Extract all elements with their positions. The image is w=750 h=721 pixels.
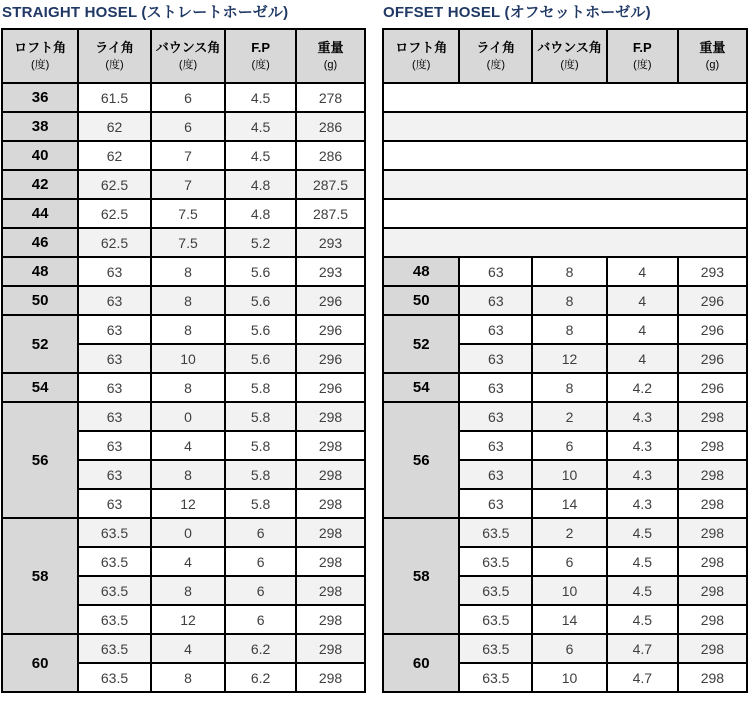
spec-cell-weight: 298 xyxy=(678,663,747,692)
spec-cell-lie-angle: 63 xyxy=(459,402,532,431)
spec-cell-fp: 6 xyxy=(225,576,296,605)
offset-hosel-table xyxy=(382,28,748,693)
empty-row-cell xyxy=(383,228,747,257)
column-unit: (度) xyxy=(560,59,579,71)
empty-row-cell xyxy=(383,199,747,228)
spec-cell-bounce-angle: 7.5 xyxy=(151,199,225,228)
loft-cell: 52 xyxy=(383,315,459,373)
spec-cell-fp: 4.8 xyxy=(225,170,296,199)
spec-cell-lie-angle: 63.5 xyxy=(459,605,532,634)
spec-cell-bounce-angle: 14 xyxy=(532,605,607,634)
spec-cell-lie-angle: 63 xyxy=(459,286,532,315)
spec-cell-weight: 286 xyxy=(296,141,365,170)
spec-cell-lie-angle: 62 xyxy=(78,112,151,141)
spec-cell-lie-angle: 61.5 xyxy=(78,83,151,112)
spec-cell-lie-angle: 63.5 xyxy=(78,576,151,605)
spec-cell-bounce-angle: 8 xyxy=(151,663,225,692)
spec-cell-weight: 287.5 xyxy=(296,170,365,199)
empty-row-cell xyxy=(383,112,747,141)
column-unit: (度) xyxy=(105,59,124,71)
table-row xyxy=(2,373,365,402)
spec-cell-fp: 6 xyxy=(225,518,296,547)
loft-cell: 56 xyxy=(2,402,78,518)
spec-cell-weight: 296 xyxy=(678,286,747,315)
loft-cell: 40 xyxy=(2,141,78,170)
spec-cell-weight: 296 xyxy=(678,344,747,373)
column-label: 重量 xyxy=(317,40,344,55)
empty-row xyxy=(383,141,747,170)
column-label: ロフト角 xyxy=(395,40,448,55)
column-header-weight xyxy=(678,29,747,83)
table-row xyxy=(383,257,747,286)
spec-cell-lie-angle: 63 xyxy=(459,315,532,344)
empty-row-cell xyxy=(383,170,747,199)
spec-cell-lie-angle: 63 xyxy=(459,460,532,489)
table-row xyxy=(383,518,747,547)
column-unit: (度) xyxy=(412,59,431,71)
column-header-lie-angle xyxy=(78,29,151,83)
loft-cell: 42 xyxy=(2,170,78,199)
column-label: 重量 xyxy=(699,40,726,55)
spec-cell-fp: 5.8 xyxy=(225,373,296,402)
spec-cell-bounce-angle: 4 xyxy=(151,431,225,460)
spec-cell-fp: 4.7 xyxy=(607,663,678,692)
spec-cell-weight: 296 xyxy=(296,286,365,315)
spec-cell-weight: 298 xyxy=(296,460,365,489)
loft-cell: 48 xyxy=(383,257,459,286)
spec-cell-fp: 4.7 xyxy=(607,634,678,663)
column-unit: (度) xyxy=(178,59,198,71)
spec-cell-fp: 5.6 xyxy=(225,315,296,344)
spec-cell-bounce-angle: 14 xyxy=(532,489,607,518)
spec-cell-lie-angle: 63 xyxy=(459,257,532,286)
spec-cell-lie-angle: 63 xyxy=(459,373,532,402)
spec-cell-bounce-angle: 6 xyxy=(532,634,607,663)
spec-cell-lie-angle: 62.5 xyxy=(78,228,151,257)
spec-cell-lie-angle: 63 xyxy=(78,373,151,402)
spec-cell-lie-angle: 63.5 xyxy=(459,663,532,692)
spec-cell-fp: 4.5 xyxy=(607,547,678,576)
empty-row-cell xyxy=(383,141,747,170)
spec-cell-weight: 298 xyxy=(678,547,747,576)
column-label: バウンス角 xyxy=(155,40,221,55)
spec-cell-fp: 5.2 xyxy=(225,228,296,257)
table-row xyxy=(2,141,365,170)
loft-cell: 44 xyxy=(2,199,78,228)
spec-cell-lie-angle: 63 xyxy=(78,286,151,315)
spec-cell-weight: 298 xyxy=(678,402,747,431)
spec-cell-fp: 6 xyxy=(225,605,296,634)
table-row xyxy=(2,228,365,257)
loft-cell: 60 xyxy=(383,634,459,692)
loft-cell: 58 xyxy=(2,518,78,634)
empty-row xyxy=(383,228,747,257)
spec-cell-weight: 296 xyxy=(296,344,365,373)
spec-cell-weight: 298 xyxy=(678,431,747,460)
table-row xyxy=(2,257,365,286)
spec-cell-bounce-angle: 10 xyxy=(532,663,607,692)
table-row xyxy=(2,634,365,663)
table-row xyxy=(2,170,365,199)
spec-cell-fp: 4 xyxy=(607,257,678,286)
column-header-lie-angle xyxy=(459,29,532,83)
spec-cell-weight: 298 xyxy=(296,489,365,518)
spec-cell-bounce-angle: 8 xyxy=(151,576,225,605)
straight-hosel-section xyxy=(1,2,366,693)
empty-row xyxy=(383,199,747,228)
spec-cell-bounce-angle: 8 xyxy=(151,257,225,286)
header-row xyxy=(2,29,365,83)
spec-cell-bounce-angle: 8 xyxy=(151,286,225,315)
table-row xyxy=(2,83,365,112)
spec-cell-bounce-angle: 6 xyxy=(532,547,607,576)
table-row xyxy=(2,199,365,228)
spec-cell-fp: 4.3 xyxy=(607,489,678,518)
column-label: F.P xyxy=(251,40,270,55)
spec-cell-bounce-angle: 8 xyxy=(532,315,607,344)
spec-cell-bounce-angle: 10 xyxy=(151,344,225,373)
spec-cell-lie-angle: 63 xyxy=(78,460,151,489)
spec-cell-fp: 5.6 xyxy=(225,257,296,286)
spec-cell-lie-angle: 63 xyxy=(459,489,532,518)
spec-cell-bounce-angle: 8 xyxy=(151,315,225,344)
column-unit: (度) xyxy=(30,59,50,71)
spec-cell-bounce-angle: 0 xyxy=(151,402,225,431)
spec-cell-weight: 298 xyxy=(678,460,747,489)
spec-cell-lie-angle: 63.5 xyxy=(78,518,151,547)
spec-cell-bounce-angle: 0 xyxy=(151,518,225,547)
spec-cell-bounce-angle: 8 xyxy=(532,286,607,315)
spec-cell-fp: 4.5 xyxy=(225,83,296,112)
column-label: バウンス角 xyxy=(537,40,602,55)
spec-cell-lie-angle: 63 xyxy=(78,344,151,373)
spec-cell-fp: 4 xyxy=(607,315,678,344)
spec-cell-lie-angle: 63.5 xyxy=(78,663,151,692)
spec-cell-weight: 298 xyxy=(296,518,365,547)
table-row xyxy=(383,373,747,402)
loft-cell: 54 xyxy=(383,373,459,402)
spec-cell-bounce-angle: 4 xyxy=(151,547,225,576)
spec-cell-fp: 4.3 xyxy=(607,460,678,489)
column-unit: (度) xyxy=(633,59,652,71)
column-label: ライ角 xyxy=(95,40,134,55)
column-unit: (度) xyxy=(486,59,505,71)
spec-cell-bounce-angle: 8 xyxy=(151,460,225,489)
spec-cell-fp: 5.6 xyxy=(225,286,296,315)
spec-cell-lie-angle: 63 xyxy=(459,431,532,460)
spec-cell-weight: 298 xyxy=(296,431,365,460)
spec-cell-bounce-angle: 2 xyxy=(532,402,607,431)
spec-cell-bounce-angle: 2 xyxy=(532,518,607,547)
spec-cell-lie-angle: 62 xyxy=(78,141,151,170)
spec-cell-weight: 298 xyxy=(678,605,747,634)
table-row xyxy=(383,315,747,344)
spec-cell-weight: 293 xyxy=(296,228,365,257)
spec-cell-weight: 287.5 xyxy=(296,199,365,228)
spec-cell-bounce-angle: 7.5 xyxy=(151,228,225,257)
spec-cell-lie-angle: 63.5 xyxy=(459,576,532,605)
column-header-weight xyxy=(296,29,365,83)
column-label: ロフト角 xyxy=(14,40,67,55)
spec-cell-fp: 4.8 xyxy=(225,199,296,228)
spec-cell-lie-angle: 63 xyxy=(459,344,532,373)
spec-cell-weight: 286 xyxy=(296,112,365,141)
spec-cell-weight: 298 xyxy=(678,576,747,605)
spec-cell-weight: 298 xyxy=(678,518,747,547)
spec-cell-weight: 298 xyxy=(678,489,747,518)
spec-cell-lie-angle: 63 xyxy=(78,257,151,286)
column-header-loft-angle xyxy=(383,29,459,83)
spec-cell-fp: 6.2 xyxy=(225,634,296,663)
spec-cell-weight: 296 xyxy=(678,373,747,402)
spec-cell-weight: 298 xyxy=(296,605,365,634)
spec-cell-fp: 6 xyxy=(225,547,296,576)
loft-cell: 60 xyxy=(2,634,78,692)
table-row xyxy=(2,402,365,431)
loft-cell: 50 xyxy=(2,286,78,315)
empty-row xyxy=(383,83,747,112)
column-unit: (g) xyxy=(323,59,338,71)
loft-cell: 58 xyxy=(383,518,459,634)
spec-cell-bounce-angle: 7 xyxy=(151,170,225,199)
spec-cell-lie-angle: 63.5 xyxy=(78,605,151,634)
spec-cell-fp: 4.5 xyxy=(225,141,296,170)
loft-cell: 36 xyxy=(2,83,78,112)
loft-cell: 46 xyxy=(2,228,78,257)
empty-row xyxy=(383,112,747,141)
loft-cell: 50 xyxy=(383,286,459,315)
spec-cell-fp: 5.8 xyxy=(225,402,296,431)
column-label: F.P xyxy=(632,40,652,55)
offset-hosel-title: OFFSET HOSEL (オフセットホーゼル) xyxy=(383,4,651,21)
spec-cell-fp: 4.5 xyxy=(607,605,678,634)
loft-cell: 56 xyxy=(383,402,459,518)
spec-cell-fp: 4 xyxy=(607,286,678,315)
table-row xyxy=(2,112,365,141)
column-header-bounce-angle xyxy=(532,29,607,83)
spec-cell-fp: 4.2 xyxy=(607,373,678,402)
spec-cell-fp: 4.5 xyxy=(225,112,296,141)
table-row xyxy=(383,286,747,315)
spec-cell-weight: 293 xyxy=(678,257,747,286)
spec-cell-weight: 298 xyxy=(296,402,365,431)
spec-cell-bounce-angle: 10 xyxy=(532,460,607,489)
spec-cell-weight: 298 xyxy=(296,634,365,663)
loft-cell: 48 xyxy=(2,257,78,286)
spec-cell-fp: 5.8 xyxy=(225,460,296,489)
spec-cell-lie-angle: 63 xyxy=(78,315,151,344)
spec-cell-fp: 4.5 xyxy=(607,518,678,547)
spec-cell-bounce-angle: 8 xyxy=(151,373,225,402)
spec-cell-weight: 296 xyxy=(678,315,747,344)
spec-cell-weight: 298 xyxy=(678,634,747,663)
spec-cell-bounce-angle: 12 xyxy=(532,344,607,373)
column-header-fp xyxy=(225,29,296,83)
column-header-fp xyxy=(607,29,678,83)
spec-cell-fp: 4 xyxy=(607,344,678,373)
spec-cell-lie-angle: 63 xyxy=(78,489,151,518)
spec-cell-lie-angle: 63.5 xyxy=(459,634,532,663)
spec-cell-weight: 293 xyxy=(296,257,365,286)
loft-cell: 54 xyxy=(2,373,78,402)
spec-cell-weight: 298 xyxy=(296,663,365,692)
spec-cell-bounce-angle: 7 xyxy=(151,141,225,170)
spec-cell-bounce-angle: 6 xyxy=(151,83,225,112)
spec-cell-fp: 4.3 xyxy=(607,431,678,460)
spec-cell-bounce-angle: 12 xyxy=(151,605,225,634)
spec-cell-bounce-angle: 4 xyxy=(151,634,225,663)
spec-cell-fp: 5.8 xyxy=(225,431,296,460)
spec-cell-lie-angle: 63.5 xyxy=(78,547,151,576)
column-label: ライ角 xyxy=(476,40,516,55)
spec-cell-lie-angle: 63 xyxy=(78,431,151,460)
spec-cell-fp: 6.2 xyxy=(225,663,296,692)
spec-cell-bounce-angle: 8 xyxy=(532,257,607,286)
spec-cell-lie-angle: 63.5 xyxy=(459,518,532,547)
spec-cell-bounce-angle: 6 xyxy=(532,431,607,460)
offset-hosel-section xyxy=(382,2,748,693)
spec-cell-lie-angle: 63.5 xyxy=(459,547,532,576)
empty-row-cell xyxy=(383,83,747,112)
spec-cell-bounce-angle: 12 xyxy=(151,489,225,518)
spec-cell-bounce-angle: 8 xyxy=(532,373,607,402)
table-row xyxy=(2,315,365,344)
header-row xyxy=(383,29,747,83)
spec-cell-weight: 296 xyxy=(296,315,365,344)
spec-cell-weight: 298 xyxy=(296,576,365,605)
spec-cell-fp: 4.5 xyxy=(607,576,678,605)
spec-cell-lie-angle: 63.5 xyxy=(78,634,151,663)
empty-row xyxy=(383,170,747,199)
spec-cell-fp: 4.3 xyxy=(607,402,678,431)
straight-hosel-title: STRAIGHT HOSEL (ストレートホーゼル) xyxy=(2,4,289,21)
loft-cell: 52 xyxy=(2,315,78,373)
spec-cell-fp: 5.8 xyxy=(225,489,296,518)
spec-cell-fp: 5.6 xyxy=(225,344,296,373)
column-header-bounce-angle xyxy=(151,29,225,83)
spec-cell-lie-angle: 62.5 xyxy=(78,199,151,228)
spec-cell-weight: 296 xyxy=(296,373,365,402)
spec-cell-lie-angle: 63 xyxy=(78,402,151,431)
table-row xyxy=(2,286,365,315)
table-row xyxy=(383,402,747,431)
spec-cell-lie-angle: 62.5 xyxy=(78,170,151,199)
straight-hosel-table xyxy=(1,28,366,693)
spec-cell-bounce-angle: 6 xyxy=(151,112,225,141)
spec-cell-weight: 298 xyxy=(296,547,365,576)
column-unit: (度) xyxy=(251,59,270,71)
spec-cell-bounce-angle: 10 xyxy=(532,576,607,605)
loft-cell: 38 xyxy=(2,112,78,141)
column-header-loft-angle xyxy=(2,29,78,83)
table-row xyxy=(383,634,747,663)
table-row xyxy=(2,518,365,547)
column-unit: (g) xyxy=(705,59,720,71)
spec-cell-weight: 278 xyxy=(296,83,365,112)
